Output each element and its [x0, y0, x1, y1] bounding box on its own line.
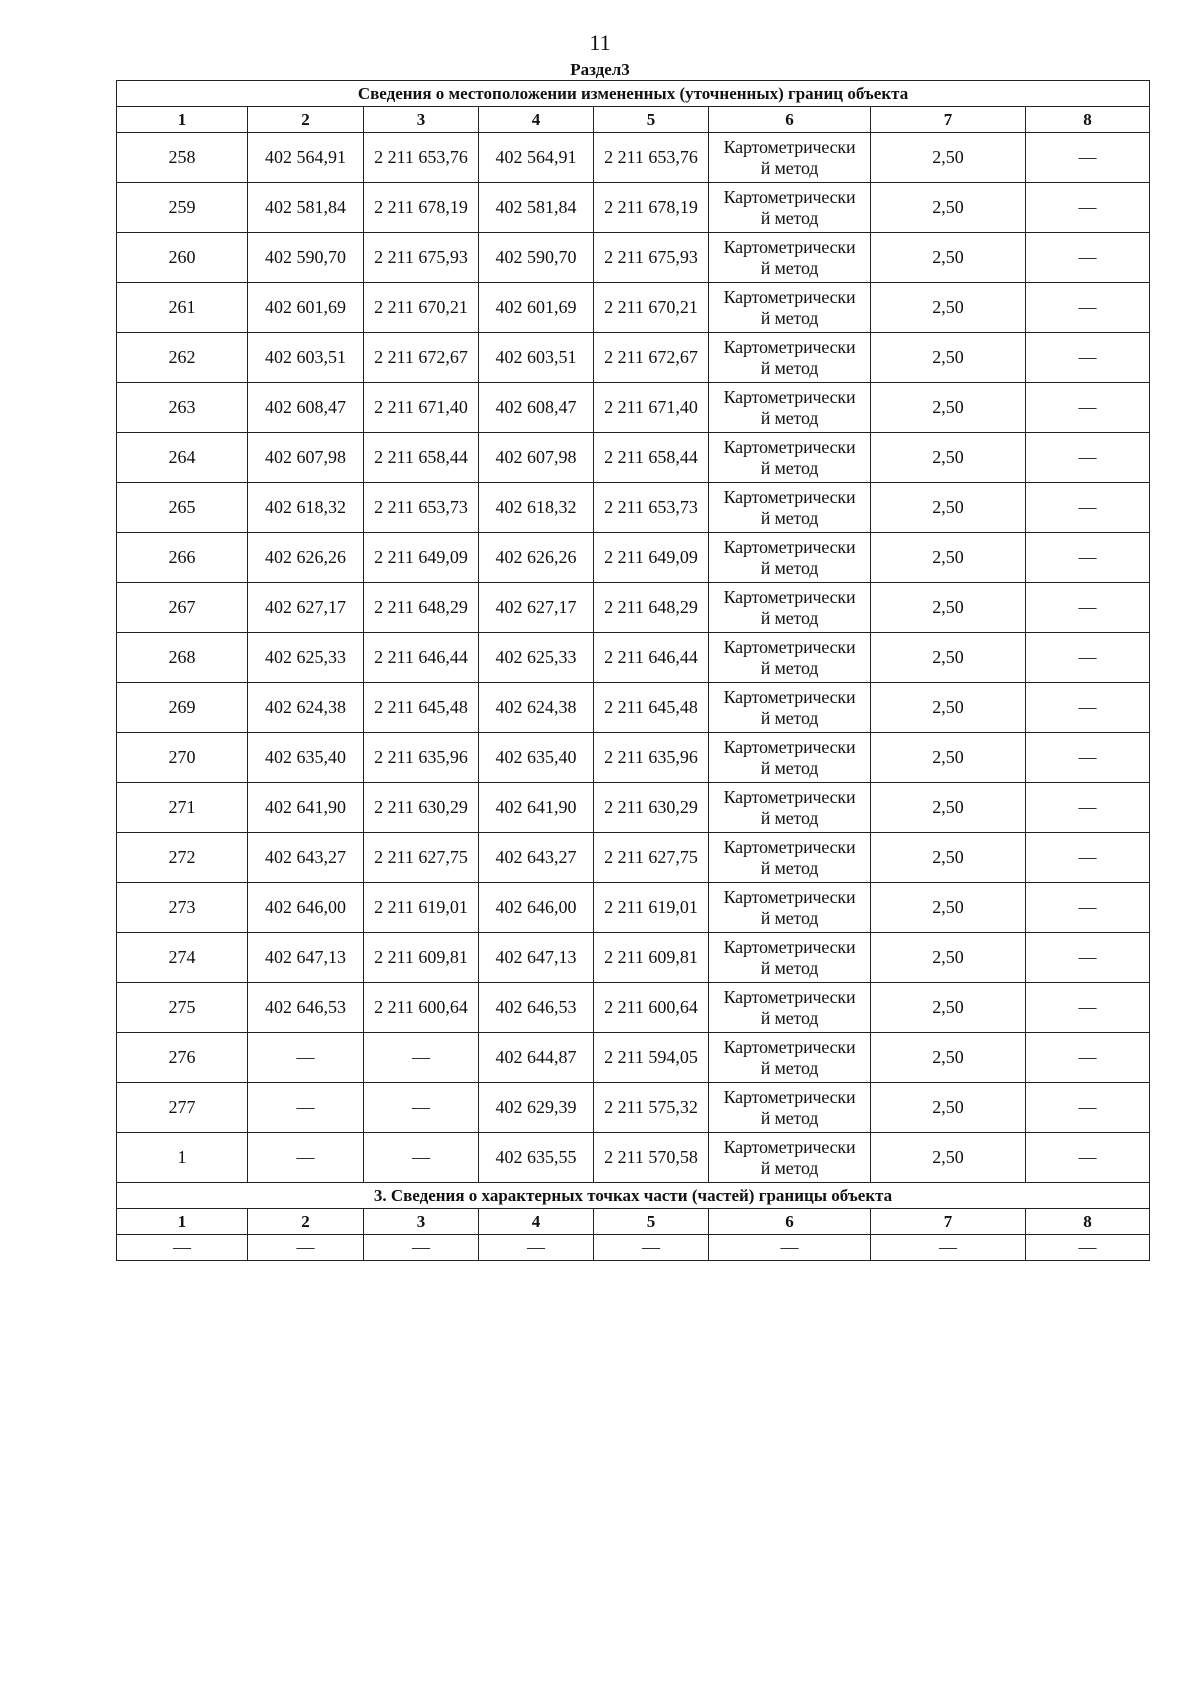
method-line-2: й метод	[760, 957, 819, 978]
new-x-cell: 402 629,39	[479, 1083, 594, 1133]
method-line-2: й метод	[760, 557, 819, 578]
method-line-1: Картометрически	[723, 236, 856, 257]
table-row	[117, 1133, 1150, 1183]
table-row	[117, 583, 1150, 633]
method-cell	[709, 433, 871, 483]
point-number-cell: 268	[117, 633, 248, 683]
existing-x-cell: 402 624,38	[248, 683, 364, 733]
method-line-1: Картометрически	[723, 636, 856, 657]
new-x-cell: 402 601,69	[479, 283, 594, 333]
method-line-2: й метод	[760, 207, 819, 228]
existing-y-cell: 2 211 653,76	[364, 133, 479, 183]
point-number-cell: 266	[117, 533, 248, 583]
method-line-2: й метод	[760, 807, 819, 828]
point-number-cell: 277	[117, 1083, 248, 1133]
method-line-2: й метод	[760, 757, 819, 778]
method-line-1: Картометрически	[723, 686, 856, 707]
method-cell	[709, 833, 871, 883]
existing-y-cell: 2 211 670,21	[364, 283, 479, 333]
new-x-cell: 402 590,70	[479, 233, 594, 283]
method-cell	[709, 333, 871, 383]
existing-x-cell: 402 601,69	[248, 283, 364, 333]
accuracy-cell: 2,50	[871, 383, 1026, 433]
method-cell	[709, 683, 871, 733]
point-number-cell: 262	[117, 333, 248, 383]
new-x-cell: 402 647,13	[479, 933, 594, 983]
table-row	[117, 1083, 1150, 1133]
column-header: 3	[364, 107, 479, 133]
new-x-cell: 402 644,87	[479, 1033, 594, 1083]
accuracy-cell: 2,50	[871, 133, 1026, 183]
new-y-cell: 2 211 670,21	[594, 283, 709, 333]
method-line-1: Картометрически	[723, 986, 856, 1007]
new-x-cell: 402 618,32	[479, 483, 594, 533]
existing-y-cell: 2 211 675,93	[364, 233, 479, 283]
description-cell: —	[1026, 333, 1150, 383]
new-y-cell: 2 211 671,40	[594, 383, 709, 433]
existing-y-cell: 2 211 658,44	[364, 433, 479, 483]
description-cell: —	[1026, 783, 1150, 833]
new-x-cell: 402 643,27	[479, 833, 594, 883]
method-line-1: Картометрически	[723, 386, 856, 407]
new-y-cell: 2 211 627,75	[594, 833, 709, 883]
method-line-2: й метод	[760, 707, 819, 728]
table-row	[117, 833, 1150, 883]
sub-cell: —	[594, 1235, 709, 1261]
accuracy-cell: 2,50	[871, 833, 1026, 883]
method-cell	[709, 233, 871, 283]
point-number-cell: 1	[117, 1133, 248, 1183]
section-title: Раздел3	[570, 60, 630, 79]
method-line-2: й метод	[760, 407, 819, 428]
point-number-cell: 273	[117, 883, 248, 933]
method-line-2: й метод	[760, 307, 819, 328]
new-y-cell: 2 211 600,64	[594, 983, 709, 1033]
new-x-cell: 402 581,84	[479, 183, 594, 233]
new-x-cell: 402 635,40	[479, 733, 594, 783]
table-row	[117, 1033, 1150, 1083]
column-header: 1	[117, 107, 248, 133]
method-line-2: й метод	[760, 657, 819, 678]
point-number-cell: 274	[117, 933, 248, 983]
table-row	[117, 233, 1150, 283]
new-y-cell: 2 211 635,96	[594, 733, 709, 783]
method-cell	[709, 483, 871, 533]
description-cell: —	[1026, 833, 1150, 883]
new-y-cell: 2 211 675,93	[594, 233, 709, 283]
table-row	[117, 633, 1150, 683]
description-cell: —	[1026, 933, 1150, 983]
existing-y-cell: —	[364, 1033, 479, 1083]
boundary-table	[116, 80, 1150, 1261]
new-x-cell: 402 627,17	[479, 583, 594, 633]
sub-column-header: 1	[117, 1209, 248, 1235]
table-row	[117, 183, 1150, 233]
existing-y-cell: 2 211 645,48	[364, 683, 479, 733]
method-line-2: й метод	[760, 357, 819, 378]
table-row	[117, 483, 1150, 533]
column-header-row	[117, 107, 1150, 133]
table-row	[117, 433, 1150, 483]
method-cell	[709, 183, 871, 233]
existing-x-cell: 402 627,17	[248, 583, 364, 633]
method-line-1: Картометрически	[723, 186, 856, 207]
method-line-2: й метод	[760, 1107, 819, 1128]
table-row	[117, 933, 1150, 983]
method-line-2: й метод	[760, 857, 819, 878]
accuracy-cell: 2,50	[871, 1133, 1026, 1183]
point-number-cell: 275	[117, 983, 248, 1033]
table-row	[117, 333, 1150, 383]
method-line-2: й метод	[760, 607, 819, 628]
method-line-1: Картометрически	[723, 736, 856, 757]
method-cell	[709, 533, 871, 583]
method-line-1: Картометрически	[723, 486, 856, 507]
existing-y-cell: 2 211 649,09	[364, 533, 479, 583]
existing-x-cell: 402 646,53	[248, 983, 364, 1033]
method-line-1: Картометрически	[723, 336, 856, 357]
sub-title-row	[117, 1183, 1150, 1209]
sub-section-title: 3. Сведения о характерных точках части (частей) границы объекта	[117, 1183, 1150, 1209]
method-line-1: Картометрически	[723, 136, 856, 157]
new-y-cell: 2 211 648,29	[594, 583, 709, 633]
existing-y-cell: —	[364, 1133, 479, 1183]
point-number-cell: 261	[117, 283, 248, 333]
description-cell: —	[1026, 183, 1150, 233]
existing-x-cell: 402 643,27	[248, 833, 364, 883]
method-cell	[709, 733, 871, 783]
table-row	[117, 533, 1150, 583]
new-y-cell: 2 211 653,76	[594, 133, 709, 183]
point-number-cell: 259	[117, 183, 248, 233]
method-line-1: Картометрически	[723, 1036, 856, 1057]
new-y-cell: 2 211 649,09	[594, 533, 709, 583]
point-number-cell: 263	[117, 383, 248, 433]
description-cell: —	[1026, 433, 1150, 483]
existing-x-cell: 402 607,98	[248, 433, 364, 483]
method-line-2: й метод	[760, 457, 819, 478]
table-row	[117, 883, 1150, 933]
accuracy-cell: 2,50	[871, 933, 1026, 983]
description-cell: —	[1026, 1133, 1150, 1183]
new-y-cell: 2 211 645,48	[594, 683, 709, 733]
method-cell	[709, 283, 871, 333]
existing-x-cell: 402 608,47	[248, 383, 364, 433]
description-cell: —	[1026, 483, 1150, 533]
accuracy-cell: 2,50	[871, 183, 1026, 233]
method-line-2: й метод	[760, 1157, 819, 1178]
existing-x-cell: 402 590,70	[248, 233, 364, 283]
column-header: 7	[871, 107, 1026, 133]
existing-x-cell: —	[248, 1133, 364, 1183]
description-cell: —	[1026, 383, 1150, 433]
existing-y-cell: —	[364, 1083, 479, 1133]
existing-x-cell: 402 564,91	[248, 133, 364, 183]
table-title: Сведения о местоположении измененных (уточненных) границ объекта	[117, 81, 1150, 107]
new-x-cell: 402 626,26	[479, 533, 594, 583]
existing-x-cell: 402 581,84	[248, 183, 364, 233]
sub-cell: —	[364, 1235, 479, 1261]
column-header: 4	[479, 107, 594, 133]
point-number-cell: 260	[117, 233, 248, 283]
point-number-cell: 269	[117, 683, 248, 733]
method-cell	[709, 933, 871, 983]
description-cell: —	[1026, 883, 1150, 933]
method-line-2: й метод	[760, 1057, 819, 1078]
method-cell	[709, 1133, 871, 1183]
existing-y-cell: 2 211 671,40	[364, 383, 479, 433]
description-cell: —	[1026, 633, 1150, 683]
existing-x-cell: 402 647,13	[248, 933, 364, 983]
method-cell	[709, 883, 871, 933]
sub-table-row	[117, 1235, 1150, 1261]
new-y-cell: 2 211 575,32	[594, 1083, 709, 1133]
accuracy-cell: 2,50	[871, 283, 1026, 333]
accuracy-cell: 2,50	[871, 233, 1026, 283]
accuracy-cell: 2,50	[871, 1033, 1026, 1083]
accuracy-cell: 2,50	[871, 583, 1026, 633]
new-y-cell: 2 211 609,81	[594, 933, 709, 983]
point-number-cell: 276	[117, 1033, 248, 1083]
new-y-cell: 2 211 630,29	[594, 783, 709, 833]
sub-column-header: 5	[594, 1209, 709, 1235]
new-y-cell: 2 211 678,19	[594, 183, 709, 233]
accuracy-cell: 2,50	[871, 783, 1026, 833]
page-number: 11	[589, 30, 611, 55]
new-y-cell: 2 211 646,44	[594, 633, 709, 683]
method-line-2: й метод	[760, 507, 819, 528]
new-x-cell: 402 625,33	[479, 633, 594, 683]
existing-x-cell: 402 646,00	[248, 883, 364, 933]
existing-y-cell: 2 211 653,73	[364, 483, 479, 533]
existing-y-cell: 2 211 646,44	[364, 633, 479, 683]
description-cell: —	[1026, 1033, 1150, 1083]
point-number-cell: 267	[117, 583, 248, 633]
sub-column-header: 8	[1026, 1209, 1150, 1235]
sub-column-header-row	[117, 1209, 1150, 1235]
existing-y-cell: 2 211 678,19	[364, 183, 479, 233]
existing-x-cell: 402 626,26	[248, 533, 364, 583]
table-body	[117, 81, 1150, 1261]
sub-cell: —	[1026, 1235, 1150, 1261]
method-line-1: Картометрически	[723, 786, 856, 807]
method-line-1: Картометрически	[723, 1136, 856, 1157]
method-line-1: Картометрически	[723, 836, 856, 857]
new-x-cell: 402 646,00	[479, 883, 594, 933]
accuracy-cell: 2,50	[871, 533, 1026, 583]
existing-x-cell: 402 625,33	[248, 633, 364, 683]
description-cell: —	[1026, 1083, 1150, 1133]
existing-y-cell: 2 211 648,29	[364, 583, 479, 633]
sub-column-header: 3	[364, 1209, 479, 1235]
sub-column-header: 6	[709, 1209, 871, 1235]
method-cell	[709, 133, 871, 183]
method-line-1: Картометрически	[723, 436, 856, 457]
new-x-cell: 402 624,38	[479, 683, 594, 733]
existing-x-cell: —	[248, 1083, 364, 1133]
method-line-2: й метод	[760, 1007, 819, 1028]
point-number-cell: 258	[117, 133, 248, 183]
new-y-cell: 2 211 672,67	[594, 333, 709, 383]
method-line-2: й метод	[760, 907, 819, 928]
point-number-cell: 272	[117, 833, 248, 883]
table-row	[117, 133, 1150, 183]
description-cell: —	[1026, 733, 1150, 783]
new-y-cell: 2 211 653,73	[594, 483, 709, 533]
accuracy-cell: 2,50	[871, 883, 1026, 933]
column-header: 5	[594, 107, 709, 133]
new-x-cell: 402 608,47	[479, 383, 594, 433]
accuracy-cell: 2,50	[871, 733, 1026, 783]
description-cell: —	[1026, 283, 1150, 333]
method-line-1: Картометрически	[723, 886, 856, 907]
new-x-cell: 402 641,90	[479, 783, 594, 833]
existing-x-cell: —	[248, 1033, 364, 1083]
table-row	[117, 383, 1150, 433]
description-cell: —	[1026, 233, 1150, 283]
method-cell	[709, 583, 871, 633]
new-y-cell: 2 211 658,44	[594, 433, 709, 483]
method-cell	[709, 783, 871, 833]
existing-y-cell: 2 211 619,01	[364, 883, 479, 933]
new-x-cell: 402 607,98	[479, 433, 594, 483]
table-row	[117, 733, 1150, 783]
method-cell	[709, 1033, 871, 1083]
new-x-cell: 402 646,53	[479, 983, 594, 1033]
existing-x-cell: 402 641,90	[248, 783, 364, 833]
new-x-cell: 402 564,91	[479, 133, 594, 183]
accuracy-cell: 2,50	[871, 483, 1026, 533]
method-line-1: Картометрически	[723, 286, 856, 307]
accuracy-cell: 2,50	[871, 1083, 1026, 1133]
table-row	[117, 783, 1150, 833]
existing-y-cell: 2 211 635,96	[364, 733, 479, 783]
new-y-cell: 2 211 594,05	[594, 1033, 709, 1083]
method-line-1: Картометрически	[723, 936, 856, 957]
method-line-1: Картометрически	[723, 1086, 856, 1107]
new-x-cell: 402 603,51	[479, 333, 594, 383]
table-row	[117, 983, 1150, 1033]
point-number-cell: 271	[117, 783, 248, 833]
method-cell	[709, 633, 871, 683]
new-x-cell: 402 635,55	[479, 1133, 594, 1183]
method-line-1: Картометрически	[723, 586, 856, 607]
new-y-cell: 2 211 619,01	[594, 883, 709, 933]
table-row	[117, 683, 1150, 733]
sub-column-header: 4	[479, 1209, 594, 1235]
new-y-cell: 2 211 570,58	[594, 1133, 709, 1183]
sub-column-header: 2	[248, 1209, 364, 1235]
method-cell	[709, 383, 871, 433]
description-cell: —	[1026, 983, 1150, 1033]
accuracy-cell: 2,50	[871, 633, 1026, 683]
sub-cell: —	[248, 1235, 364, 1261]
method-line-2: й метод	[760, 157, 819, 178]
point-number-cell: 270	[117, 733, 248, 783]
table-title-row	[117, 81, 1150, 107]
method-line-2: й метод	[760, 257, 819, 278]
point-number-cell: 265	[117, 483, 248, 533]
column-header: 8	[1026, 107, 1150, 133]
existing-x-cell: 402 603,51	[248, 333, 364, 383]
existing-y-cell: 2 211 627,75	[364, 833, 479, 883]
accuracy-cell: 2,50	[871, 683, 1026, 733]
sub-cell: —	[871, 1235, 1026, 1261]
sub-column-header: 7	[871, 1209, 1026, 1235]
existing-x-cell: 402 635,40	[248, 733, 364, 783]
existing-y-cell: 2 211 600,64	[364, 983, 479, 1033]
method-cell	[709, 983, 871, 1033]
accuracy-cell: 2,50	[871, 983, 1026, 1033]
column-header: 6	[709, 107, 871, 133]
method-cell	[709, 1083, 871, 1133]
description-cell: —	[1026, 133, 1150, 183]
accuracy-cell: 2,50	[871, 433, 1026, 483]
existing-y-cell: 2 211 672,67	[364, 333, 479, 383]
sub-cell: —	[117, 1235, 248, 1261]
point-number-cell: 264	[117, 433, 248, 483]
accuracy-cell: 2,50	[871, 333, 1026, 383]
column-header: 2	[248, 107, 364, 133]
existing-y-cell: 2 211 609,81	[364, 933, 479, 983]
table-row	[117, 283, 1150, 333]
existing-y-cell: 2 211 630,29	[364, 783, 479, 833]
method-line-1: Картометрически	[723, 536, 856, 557]
sub-cell: —	[709, 1235, 871, 1261]
existing-x-cell: 402 618,32	[248, 483, 364, 533]
description-cell: —	[1026, 683, 1150, 733]
sub-cell: —	[479, 1235, 594, 1261]
description-cell: —	[1026, 533, 1150, 583]
description-cell: —	[1026, 583, 1150, 633]
